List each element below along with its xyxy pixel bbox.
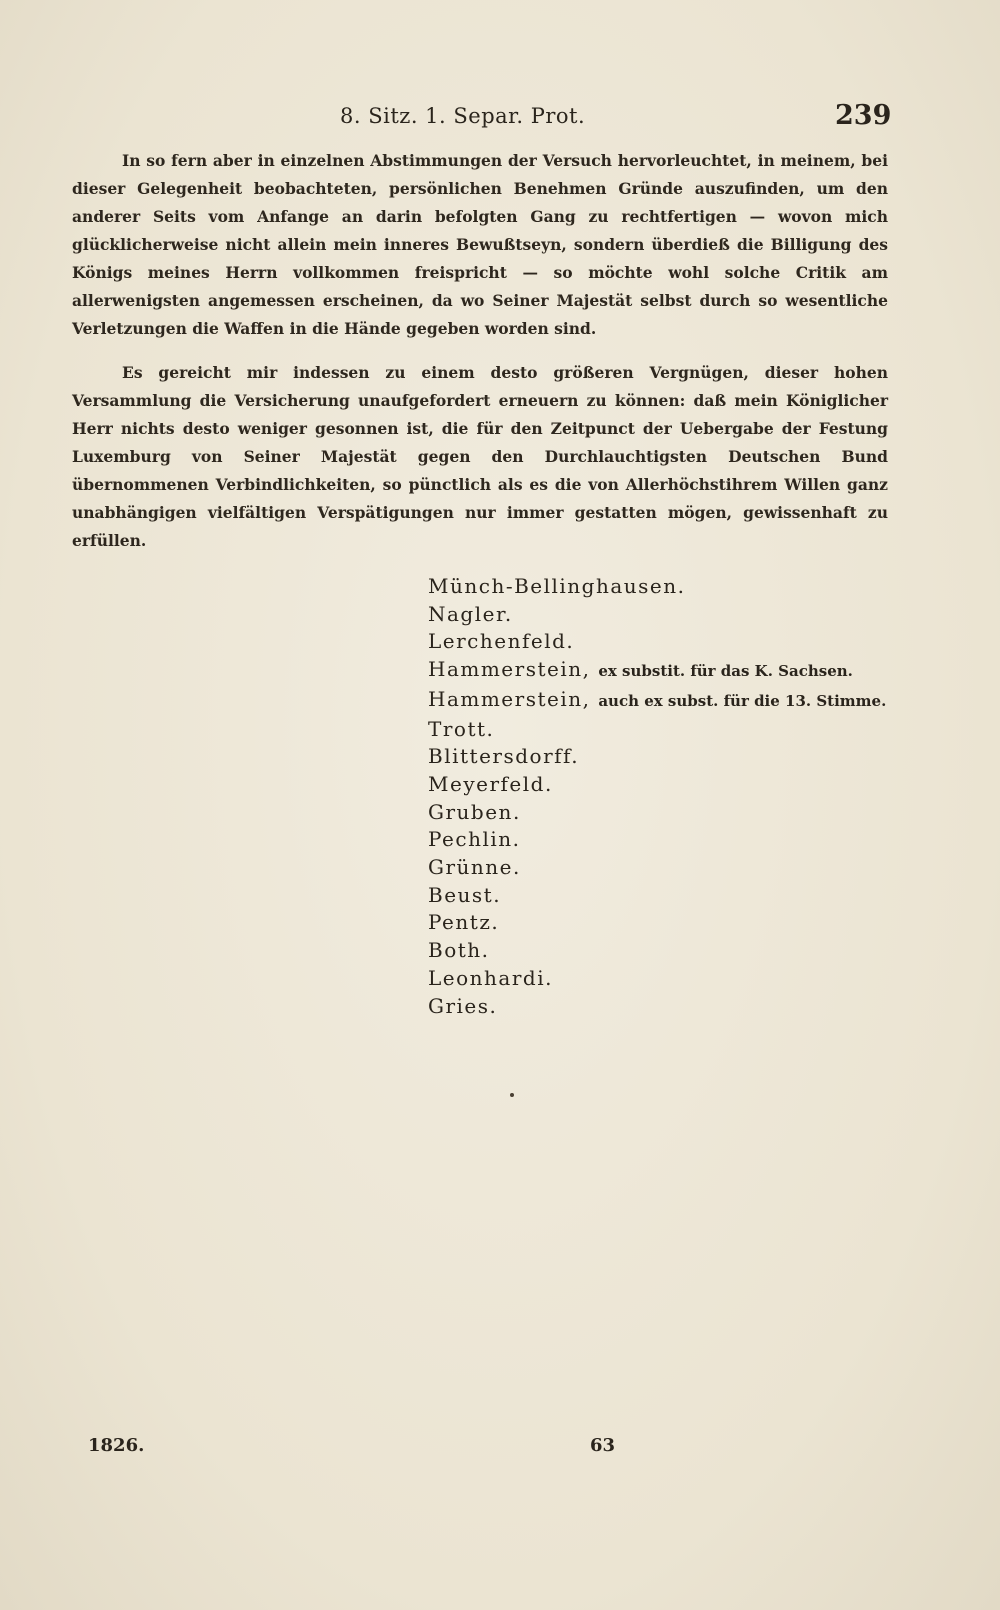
paragraph: In so fern aber in einzelnen Abstimmungen der Versuch hervorleuchtet, in meinem, bei dieser Gelegenheit beobachteten, persönlichen Benehmen Gründe auszufinden, um den anderer Seits vom Anfange an darin befolgten Gang zu rechtfertigen — wovon mich glücklicherweise nicht allein mein inneres Bewußtseyn, sondern überdieß die Billigung des Königs meines Herrn vollkommen freispricht — so möchte wohl solche Critik am allerwenigsten angemessen erscheinen, da wo Seiner Majestät selbst durch so wesentliche Verletzungen die Waffen in die Hände gegeben worden sind. bbox=[72, 151, 888, 338]
ink-dot bbox=[510, 1093, 514, 1097]
footer-year: 1826. bbox=[88, 1435, 145, 1456]
paragraph: Es gereicht mir indessen zu einem desto größeren Vergnügen, dieser hohen Versammlung die Versicherung unaufgefordert erneuern zu können: daß mein Königlicher Herr nichts desto weniger gesonnen ist, die für den Zeitpunct der Uebergabe der Festung Luxemburg von Seiner Majestät gegen den Durchlauchtigsten Deutschen Bund übernommenen Verbindlichkeiten, so pünctlich als es die von Allerhöchstihrem Willen ganz unabhängigen vielfältigen Verspätigungen nur immer gestatten mögen, gewissenhaft zu erfüllen. bbox=[72, 363, 888, 550]
signatory-name: Leonhardi. bbox=[428, 965, 553, 990]
signatory-name: Lerchenfeld. bbox=[428, 629, 575, 654]
signature-line bbox=[428, 882, 928, 910]
signature-line bbox=[428, 937, 928, 965]
signature-line bbox=[428, 656, 928, 686]
signature-line bbox=[428, 771, 928, 799]
signatory-name: Hammerstein, bbox=[428, 657, 591, 682]
signatory-name: Blittersdorff. bbox=[428, 744, 580, 769]
signature-line bbox=[428, 686, 928, 716]
signature-line bbox=[428, 965, 928, 993]
signature-line bbox=[428, 854, 928, 882]
signature-line bbox=[428, 993, 928, 1021]
signature-line bbox=[428, 799, 928, 827]
page-footer bbox=[0, 1435, 1000, 1465]
signature-line bbox=[428, 573, 928, 601]
signatory-name: Münch-Bellinghausen. bbox=[428, 574, 686, 598]
signature-line bbox=[428, 601, 928, 629]
signatory-name: Hammerstein, bbox=[428, 686, 591, 711]
sheet-signature: 63 bbox=[590, 1435, 616, 1456]
signature-line bbox=[428, 628, 928, 656]
signatory-name: Nagler. bbox=[428, 601, 513, 626]
signatory-name: Both. bbox=[428, 938, 490, 963]
signatory-name: Pechlin. bbox=[428, 827, 521, 852]
page-number: 239 bbox=[835, 100, 892, 131]
signatory-name: Pentz. bbox=[428, 910, 500, 935]
body-text bbox=[72, 147, 888, 571]
signature-line bbox=[428, 716, 928, 744]
page-header bbox=[0, 100, 1000, 144]
signatory-name: Gruben. bbox=[428, 799, 521, 824]
signature-line bbox=[428, 909, 928, 937]
signatory-name: Meyerfeld. bbox=[428, 771, 553, 796]
signatory-name: Grünne. bbox=[428, 855, 521, 880]
signature-list bbox=[428, 573, 928, 1020]
signatory-name: Trott. bbox=[428, 716, 495, 741]
signatory-name: Beust. bbox=[428, 882, 502, 907]
signatory-note: auch ex subst. für die 13. Stimme. bbox=[598, 691, 887, 710]
signature-line bbox=[428, 826, 928, 854]
signatory-name: Gries. bbox=[428, 993, 498, 1018]
running-title: 8. Sitz. 1. Separ. Prot. bbox=[340, 104, 586, 128]
signatory-note: ex substit. für das K. Sachsen. bbox=[598, 662, 853, 681]
signature-line bbox=[428, 743, 928, 771]
